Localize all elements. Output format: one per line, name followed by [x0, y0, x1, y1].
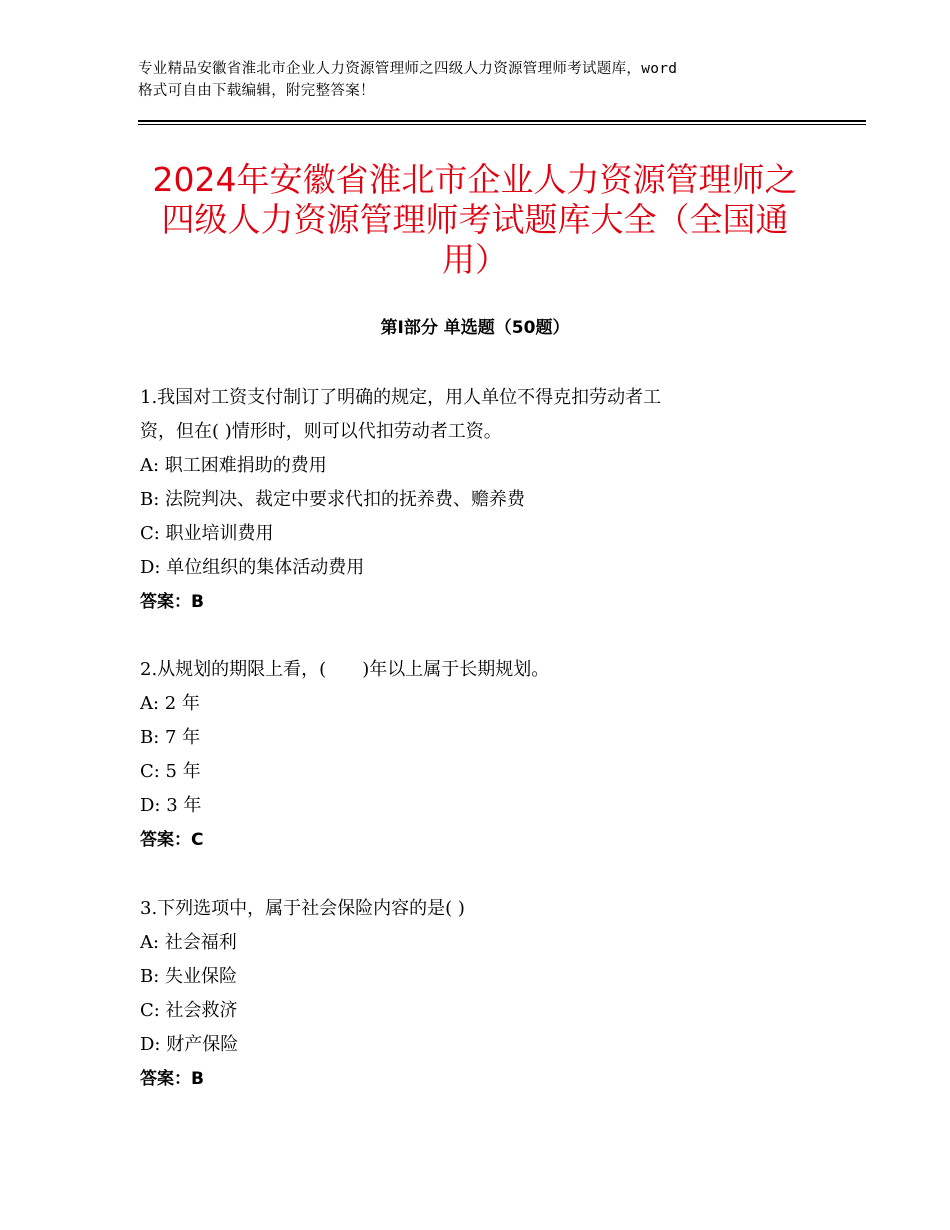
question-2-option-b: B: 7 年: [140, 727, 201, 748]
question-1-option-d: D: 单位组织的集体活动费用: [140, 557, 365, 578]
question-1-option-b: B: 法院判决、裁定中要求代扣的抚养费、赡养费: [140, 489, 526, 510]
question-1-stem-line-1: 1.我国对工资支付制订了明确的规定，用人单位不得克扣劳动者工: [140, 387, 662, 408]
question-1-option-a: A: 职工困难捐助的费用: [140, 455, 327, 476]
question-2-option-d: D: 3 年: [140, 795, 202, 816]
question-3-option-c: C: 社会救济: [140, 1000, 238, 1021]
title-line-1: 2024年安徽省淮北市企业人力资源管理师之: [152, 160, 798, 199]
question-3-answer: 答案：B: [140, 1069, 204, 1089]
question-3-option-b: B: 失业保险: [140, 966, 238, 987]
title-line-3: 用）: [442, 240, 508, 279]
question-1-option-c: C: 职业培训费用: [140, 523, 274, 544]
document-title: [120, 160, 830, 280]
header-divider-thin: [138, 124, 866, 125]
document-header: [138, 58, 818, 102]
question-2-stem: 2.从规划的期限上看，( )年以上属于长期规划。: [140, 659, 550, 680]
question-1-answer: 答案：B: [140, 592, 204, 612]
header-line-2: 格式可自由下载编辑，附完整答案！: [138, 83, 375, 99]
question-3-option-d: D: 财产保险: [140, 1034, 239, 1055]
question-3-option-a: A: 社会福利: [140, 932, 237, 953]
question-2-option-c: C: 5 年: [140, 761, 201, 782]
question-2-option-a: A: 2 年: [140, 693, 200, 714]
section-title: 第Ⅰ部分 单选题（50题）: [380, 318, 570, 338]
title-line-2: 四级人力资源管理师考试题库大全（全国通: [161, 200, 789, 239]
header-divider-thick: [138, 120, 866, 122]
question-1-stem-line-2: 资，但在( )情形时，则可以代扣劳动者工资。: [140, 421, 502, 442]
question-3-stem: 3.下列选项中，属于社会保险内容的是( ): [140, 898, 465, 919]
question-2-answer: 答案：C: [140, 830, 204, 850]
header-line-1: 专业精品安徽省淮北市企业人力资源管理师之四级人力资源管理师考试题库，word: [138, 61, 678, 77]
